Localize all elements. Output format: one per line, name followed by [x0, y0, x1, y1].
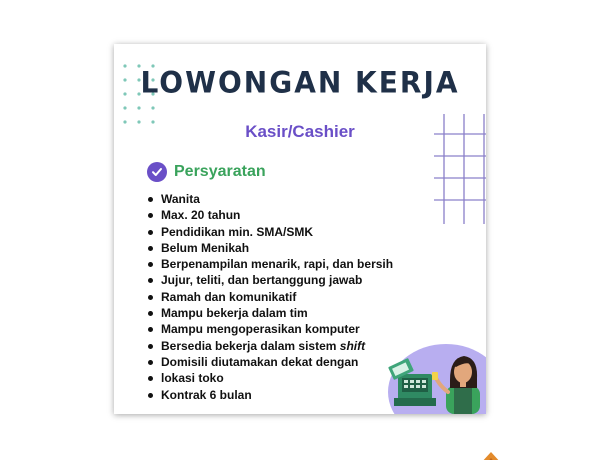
list-item: Kontrak 6 bulan: [146, 387, 406, 403]
list-item: [146, 338, 406, 354]
list-item: Jujur, teliti, dan bertanggung jawab: [146, 272, 406, 288]
brand-logo: [478, 448, 600, 460]
list-item: Mampu bekerja dalam tim: [146, 305, 406, 321]
list-item-emphasis: shift: [339, 338, 366, 353]
list-item: Belum Menikah: [146, 240, 406, 256]
requirements-list: [146, 191, 406, 403]
list-item: Mampu mengoperasikan komputer: [146, 321, 406, 337]
logo-mark-icon: [478, 450, 504, 460]
list-item-text: Bersedia bekerja dalam sistem: [161, 338, 340, 353]
list-item: Ramah dan komunikatif: [146, 289, 406, 305]
list-item-continuation: lokasi toko: [146, 370, 406, 386]
cashier-illustration: [384, 314, 486, 414]
job-position: Kasir/Cashier: [245, 122, 355, 141]
list-item: Wanita: [146, 191, 406, 207]
list-item: Pendidikan min. SMA/SMK: [146, 224, 406, 240]
section-label: Persyaratan: [174, 163, 266, 180]
list-item: Berpenampilan menarik, rapi, dan bersih: [146, 256, 406, 272]
requirements-heading: [147, 162, 266, 182]
poster-title: LOWONGAN KERJA: [140, 65, 460, 100]
check-circle-icon: [147, 162, 167, 182]
job-poster: [114, 44, 486, 414]
list-item: Domisili diutamakan dekat dengan: [146, 354, 406, 370]
list-item: Max. 20 tahun: [146, 207, 406, 223]
